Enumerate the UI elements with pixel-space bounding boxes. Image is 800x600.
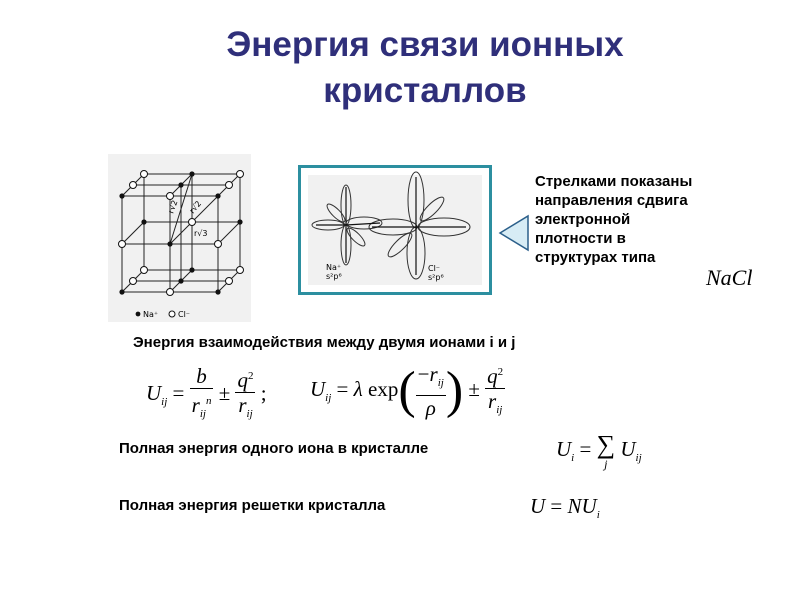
f2-pm: ± bbox=[468, 376, 480, 401]
edge-label-2: r√2 bbox=[187, 199, 204, 216]
note-line-4: плотности в bbox=[535, 230, 626, 247]
title-line-2: кристаллов bbox=[323, 71, 527, 110]
lattice-background bbox=[108, 154, 251, 322]
interaction-energy-label: Энергия взаимодействия между двумя ионами i и j bbox=[133, 334, 516, 351]
lattice-energy-label: Полная энергия решетки кристалла bbox=[119, 497, 386, 514]
f3-i: i bbox=[571, 452, 575, 464]
pair-energy-formula bbox=[146, 364, 267, 426]
f1-q: q bbox=[237, 368, 248, 392]
f1-u: U bbox=[146, 380, 162, 405]
cl-config: s²p⁶ bbox=[428, 273, 444, 282]
nacl-formula: NaCl bbox=[706, 265, 753, 290]
legend-na: Na⁺ bbox=[143, 310, 159, 319]
legend-cl: Cl⁻ bbox=[178, 310, 191, 319]
note-line-1: Стрелками показаны bbox=[535, 173, 693, 190]
f4-i: i bbox=[596, 509, 600, 522]
f2-lambda: λ bbox=[353, 376, 363, 401]
f2-two: 2 bbox=[497, 366, 504, 378]
f4-n: N bbox=[567, 494, 582, 518]
f2-q: q bbox=[487, 364, 498, 388]
f1-r2-ij: ij bbox=[246, 408, 253, 421]
f2-frac-r bbox=[416, 362, 446, 420]
f1-ij: ij bbox=[161, 396, 168, 409]
f2-r: r bbox=[429, 362, 438, 386]
f2-lparen: ( bbox=[398, 362, 416, 420]
f1-semicolon: ; bbox=[260, 380, 267, 405]
ion-energy-label: Полная энергия одного иона в кристалле bbox=[119, 440, 429, 457]
pointer-arrow bbox=[498, 214, 530, 252]
f3-sum-sign: ∑ bbox=[596, 430, 616, 459]
legend-cl-marker bbox=[169, 311, 175, 317]
electron-density-figure bbox=[298, 165, 492, 295]
f2-eq: = bbox=[336, 376, 349, 401]
f3-u2: U bbox=[620, 436, 636, 461]
f1-b: b bbox=[190, 364, 214, 389]
f1-n: n bbox=[205, 395, 212, 407]
f1-eq: = bbox=[172, 380, 185, 405]
f1-r2: r bbox=[238, 393, 247, 417]
f2-rparen: ) bbox=[445, 362, 464, 420]
f1-two: 2 bbox=[247, 370, 254, 382]
f4-u: U bbox=[530, 494, 546, 518]
note-line-5: структурах типа bbox=[535, 249, 656, 266]
edge-label-3: r√3 bbox=[194, 229, 208, 238]
f2-rho: ρ bbox=[425, 396, 436, 421]
f2-frac-q bbox=[485, 360, 505, 422]
f4-eq: = bbox=[550, 494, 563, 518]
f3-sum-j: j bbox=[604, 457, 608, 471]
f2-r-ij: ij bbox=[437, 377, 444, 390]
f4-u2: U bbox=[581, 494, 597, 518]
edge-label-1: r√2 bbox=[166, 198, 180, 215]
cl-label: Cl⁻ bbox=[428, 264, 441, 273]
f2-r2: r bbox=[488, 389, 497, 413]
f1-frac-b bbox=[190, 364, 214, 426]
ion-energy-formula bbox=[556, 432, 642, 470]
na-config: s²p⁶ bbox=[326, 272, 342, 281]
f1-r: r bbox=[191, 393, 200, 417]
f1-pm: ± bbox=[218, 380, 231, 405]
title-line-1: Энергия связи ионных bbox=[226, 25, 624, 64]
note-line-2: направления сдвига bbox=[535, 192, 688, 209]
f1-r-ij: ij bbox=[199, 408, 206, 421]
arrows-note bbox=[535, 172, 775, 267]
note-line-3: электронной bbox=[535, 211, 631, 228]
f2-r2-ij: ij bbox=[496, 404, 503, 417]
na-label: Na⁺ bbox=[326, 263, 342, 272]
f3-sum bbox=[597, 432, 616, 470]
f3-eq: = bbox=[579, 436, 592, 461]
f2-ij: ij bbox=[325, 392, 332, 405]
f1-frac-q bbox=[235, 364, 255, 426]
lattice-energy-formula bbox=[530, 494, 600, 527]
f2-exp: exp bbox=[368, 376, 399, 401]
page-title bbox=[0, 22, 800, 114]
f3-u: U bbox=[556, 436, 572, 461]
legend-na-marker bbox=[136, 312, 141, 317]
nacl-lattice-figure bbox=[108, 154, 251, 322]
f2-minus: − bbox=[417, 362, 430, 386]
f3-ij: ij bbox=[635, 452, 642, 464]
f2-u: U bbox=[310, 376, 326, 401]
exp-energy-formula bbox=[310, 360, 505, 422]
